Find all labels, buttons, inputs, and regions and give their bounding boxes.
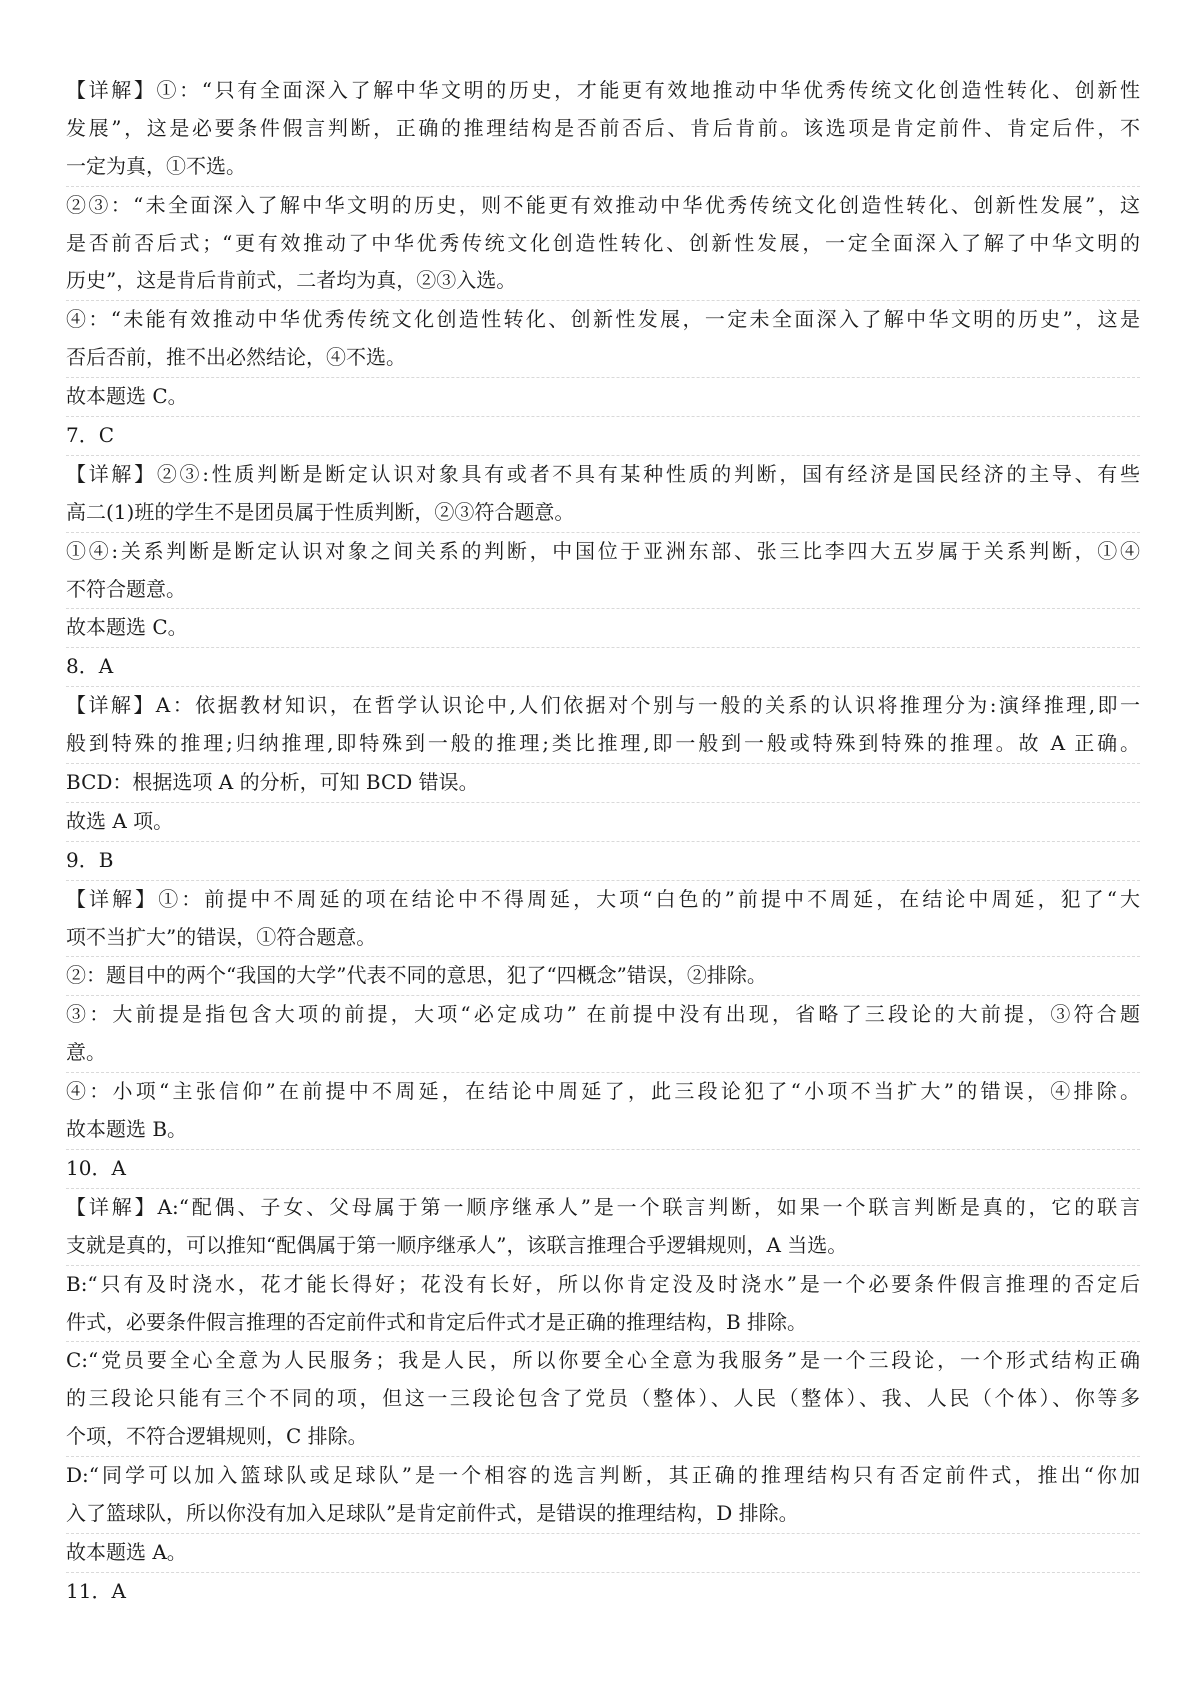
text-line: ③：大前提是指包含大项的前提，大项“必定成功” 在前提中没有出现，省略了三段论的大前提，③符合题 <box>66 1002 1140 1027</box>
text-line: 项不当扩大”的错误，①符合题意。 <box>66 919 1140 958</box>
text-line: ①④:关系判断是断定认识对象之间关系的判断，中国位于亚洲东部、张三比李四大五岁属于关系判断，①④ <box>66 538 1140 563</box>
text-line: D:“同学可以加入篮球队或足球队”是一个相容的选言判断，其正确的推理结构只有否定前件式，推出“你加 <box>66 1463 1140 1488</box>
text-line: 10．A <box>66 1150 1140 1189</box>
text-line: 【详解】A：依据教材知识，在哲学认识论中,人们依据对个别与一般的关系的认识将推理分为:演绎推理,即一 <box>66 693 1140 718</box>
text-line: 【详解】A:“配偶、子女、父母属于第一顺序继承人”是一个联言判断，如果一个联言判断是真的，它的联言 <box>66 1194 1140 1219</box>
text-line: ②③：“未全面深入了解中华文明的历史，则不能更有效推动中华优秀传统文化创造性转化、创新性发展”，这 <box>66 192 1140 217</box>
text-line: ②：题目中的两个“我国的大学”代表不同的意思，犯了“四概念”错误，②排除。 <box>66 957 1140 996</box>
text-line: 9．B <box>66 842 1140 881</box>
text-line: 一定为真，①不选。 <box>66 148 1140 187</box>
text-line: 的三段论只能有三个不同的项，但这一三段论包含了党员（整体）、人民（整体）、我、人民（个体）、你等多 <box>66 1386 1140 1411</box>
text-line: 件式，必要条件假言推理的否定前件式和肯定后件式才是正确的推理结构，B 排除。 <box>66 1304 1140 1343</box>
text-line: 故本题选 C。 <box>66 609 1140 648</box>
text-line: BCD：根据选项 A 的分析，可知 BCD 错误。 <box>66 764 1140 803</box>
text-line: 入了篮球队，所以你没有加入足球队”是肯定前件式，是错误的推理结构，D 排除。 <box>66 1495 1140 1534</box>
text-line: 【详解】①：“只有全面深入了解中华文明的历史，才能更有效地推动中华优秀传统文化创造性转化、创新性 <box>66 78 1140 102</box>
text-line: B:“只有及时浇水，花才能长得好；花没有长好，所以你肯定没及时浇水”是一个必要条件假言推理的否定后 <box>66 1271 1140 1296</box>
text-line: C:“党员要全心全意为人民服务；我是人民，所以你要全心全意为我服务”是一个三段论，一个形式结构正确 <box>66 1348 1140 1373</box>
text-line: 故本题选 B。 <box>66 1111 1140 1150</box>
text-line: 是否前否后式；“更有效推动了中华优秀传统文化创造性转化、创新性发展，一定全面深入了解了中华文明的 <box>66 230 1140 255</box>
text-line: 8．A <box>66 648 1140 687</box>
text-line: ④：“未能有效推动中华优秀传统文化创造性转化、创新性发展，一定未全面深入了解中华文明的历史”，这是 <box>66 307 1140 332</box>
text-line: 意。 <box>66 1034 1140 1073</box>
text-line: 发展”，这是必要条件假言判断，正确的推理结构是否前否后、肯后肯前。该选项是肯定前件、肯定后件，不 <box>66 115 1140 140</box>
text-line: 故本题选 C。 <box>66 378 1140 417</box>
text-line: 支就是真的，可以推知“配偶属于第一顺序继承人”，该联言推理合乎逻辑规则，A 当选。 <box>66 1227 1140 1266</box>
text-line: 故本题选 A。 <box>66 1534 1140 1573</box>
text-line: 7．C <box>66 417 1140 456</box>
text-line: 般到特殊的推理;归纳推理,即特殊到一般的推理;类比推理,即一般到一般或特殊到特殊的推理。故 A 正确。 <box>66 725 1140 764</box>
text-line: ④：小项“主张信仰”在前提中不周延，在结论中周延了，此三段论犯了“小项不当扩大”的错误，④排除。 <box>66 1079 1140 1104</box>
text-line: 历史”，这是肯后肯前式，二者均为真，②③入选。 <box>66 262 1140 301</box>
text-line: 否后否前，推不出必然结论，④不选。 <box>66 339 1140 378</box>
text-line: 【详解】①：前提中不周延的项在结论中不得周延，大项“白色的”前提中不周延，在结论中周延，犯了“大 <box>66 886 1140 911</box>
text-line: 不符合题意。 <box>66 571 1140 610</box>
text-line: 个项，不符合逻辑规则，C 排除。 <box>66 1418 1140 1457</box>
text-line: 【详解】②③:性质判断是断定认识对象具有或者不具有某种性质的判断，国有经济是国民经济的主导、有些 <box>66 461 1140 486</box>
text-line: 故选 A 项。 <box>66 803 1140 842</box>
text-line: 高二(1)班的学生不是团员属于性质判断，②③符合题意。 <box>66 494 1140 533</box>
text-line: 11．A <box>66 1578 126 1603</box>
